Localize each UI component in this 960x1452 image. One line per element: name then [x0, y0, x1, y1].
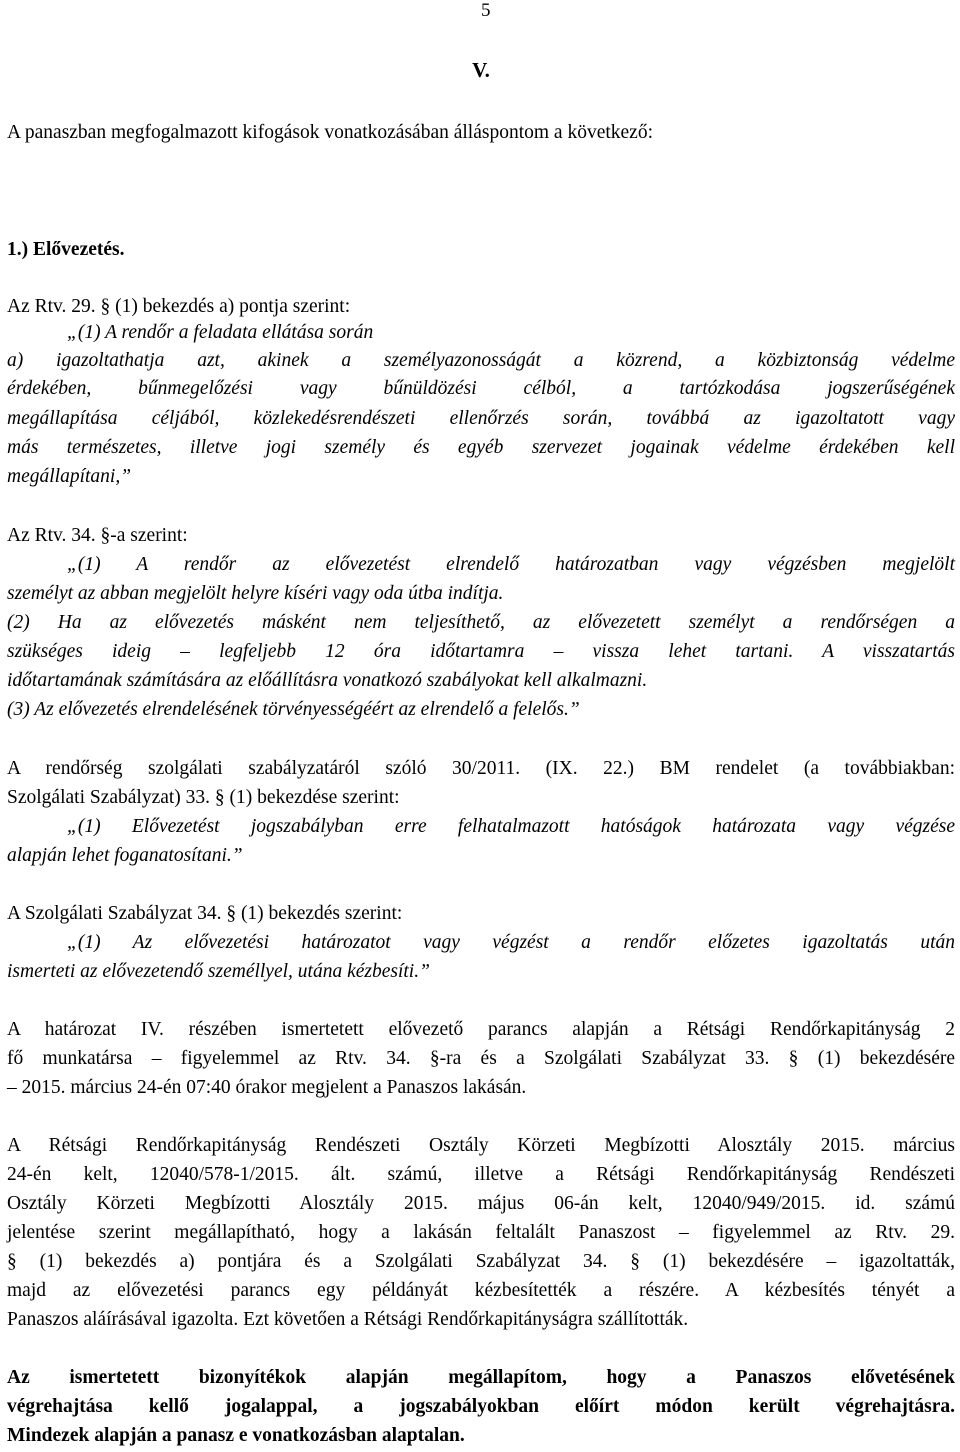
- section-title: V.: [472, 58, 490, 82]
- quote-line: más természetes, illetve jogi személy és egyéb szervezet jogainak védelme érdekében kell: [7, 437, 955, 458]
- quote-line: „(1) A rendőr az elővezetést elrendelő határozatban vagy végzésben megjelölt: [67, 554, 955, 575]
- text-line: § (1) bekezdés a) pontjára és a Szolgálati Szabályzat 34. § (1) bekezdésére – igazoltatták,: [7, 1251, 955, 1272]
- quote-line: szükséges ideig – legfeljebb 12 óra időtartamra – vissza lehet tartani. A visszatartás: [7, 641, 955, 662]
- text-line: Szolgálati Szabályzat) 33. § (1) bekezdése szerint:: [7, 787, 400, 808]
- text-line: jelentése szerint megállapítható, hogy a lakásán feltalált Panaszost – figyelemmel az Rtv. 29.: [7, 1222, 955, 1243]
- quote-line: a) igazoltathatja azt, akinek a személyazonosságát a közrend, a közbiztonság védelme: [7, 350, 955, 371]
- quote-line: „(1) Elővezetést jogszabályban erre felhatalmazott hatóságok határozata vagy végzése: [67, 816, 955, 837]
- quote-line: megállapítása céljából, közlekedésrendészeti ellenőrzés során, továbbá az igazoltatott vagy: [7, 408, 955, 429]
- intro-paragraph: A panaszban megfogalmazott kifogások vonatkozásában álláspontom a következő:: [7, 122, 654, 143]
- quote-line: érdekében, bűnmegelőzési vagy bűnüldözési célból, a tartózkodása jogszerűségének: [7, 378, 955, 399]
- text-line: majd az elővezetési parancs egy példányát kézbesítették a részére. A kézbesítés tényét a: [7, 1280, 955, 1301]
- quote-line: „(1) A rendőr a feladata ellátása során: [67, 322, 374, 343]
- text-line: A Szolgálati Szabályzat 34. § (1) bekezdés szerint:: [7, 903, 403, 924]
- quote-line: ismerteti az elővezetendő személlyel, utána kézbesíti.”: [7, 961, 430, 982]
- text-line: Az Rtv. 29. § (1) bekezdés a) pontja szerint:: [7, 296, 351, 317]
- text-line: Az Rtv. 34. §-a szerint:: [7, 525, 188, 546]
- text-line: – 2015. március 24-én 07:40 órakor megjelent a Panaszos lakásán.: [7, 1077, 527, 1098]
- text-line: Osztály Körzeti Megbízotti Alosztály 2015. május 06-án kelt, 12040/949/2015. id. számú: [7, 1193, 955, 1214]
- text-line: A Rétsági Rendőrkapitányság Rendészeti Osztály Körzeti Megbízotti Alosztály 2015. március: [7, 1135, 955, 1156]
- quote-line: alapján lehet foganatosítani.”: [7, 845, 243, 866]
- text-line: A rendőrség szolgálati szabályzatáról szóló 30/2011. (IX. 22.) BM rendelet (a továbbiakban:: [7, 758, 955, 779]
- quote-line: személyt az abban megjelölt helyre kíséri vagy oda útba indítja.: [7, 583, 504, 604]
- text-line: 24-én kelt, 12040/578-1/2015. ált. számú, illetve a Rétsági Rendőrkapitányság Rendészeti: [7, 1164, 955, 1185]
- quote-line: „(1) Az elővezetési határozatot vagy végzést a rendőr előzetes igazoltatás után: [67, 932, 955, 953]
- heading: 1.) Elővezetés.: [7, 239, 125, 260]
- conclusion-line: Mindezek alapján a panasz e vonatkozásban alaptalan.: [7, 1425, 465, 1446]
- text-line: A határozat IV. részében ismertetett elővezető parancs alapján a Rétsági Rendőrkapitányság 2: [7, 1019, 955, 1040]
- text-line: Panaszos aláírásával igazolta. Ezt követően a Rétsági Rendőrkapitányságra szállították.: [7, 1309, 689, 1330]
- quote-line: (2) Ha az elővezetés másként nem teljesíthető, az elővezetett személyt a rendőrségen a: [7, 612, 955, 633]
- conclusion-line: Az ismertetett bizonyítékok alapján megállapítom, hogy a Panaszos elővetésének: [7, 1367, 955, 1388]
- page-number: 5: [481, 0, 491, 21]
- quote-line: időtartamának számítására az előállításra vonatkozó szabályokat kell alkalmazni.: [7, 670, 648, 691]
- quote-line: megállapítani,”: [7, 466, 132, 487]
- conclusion-line: végrehajtása kellő jogalappal, a jogszabályokban előírt módon került végrehajtásra.: [7, 1396, 955, 1417]
- text-line: fő munkatársa – figyelemmel az Rtv. 34. §-ra és a Szolgálati Szabályzat 33. § (1) bekezdésére: [7, 1048, 955, 1069]
- quote-line: (3) Az elővezetés elrendelésének törvényességéért az elrendelő a felelős.”: [7, 699, 580, 720]
